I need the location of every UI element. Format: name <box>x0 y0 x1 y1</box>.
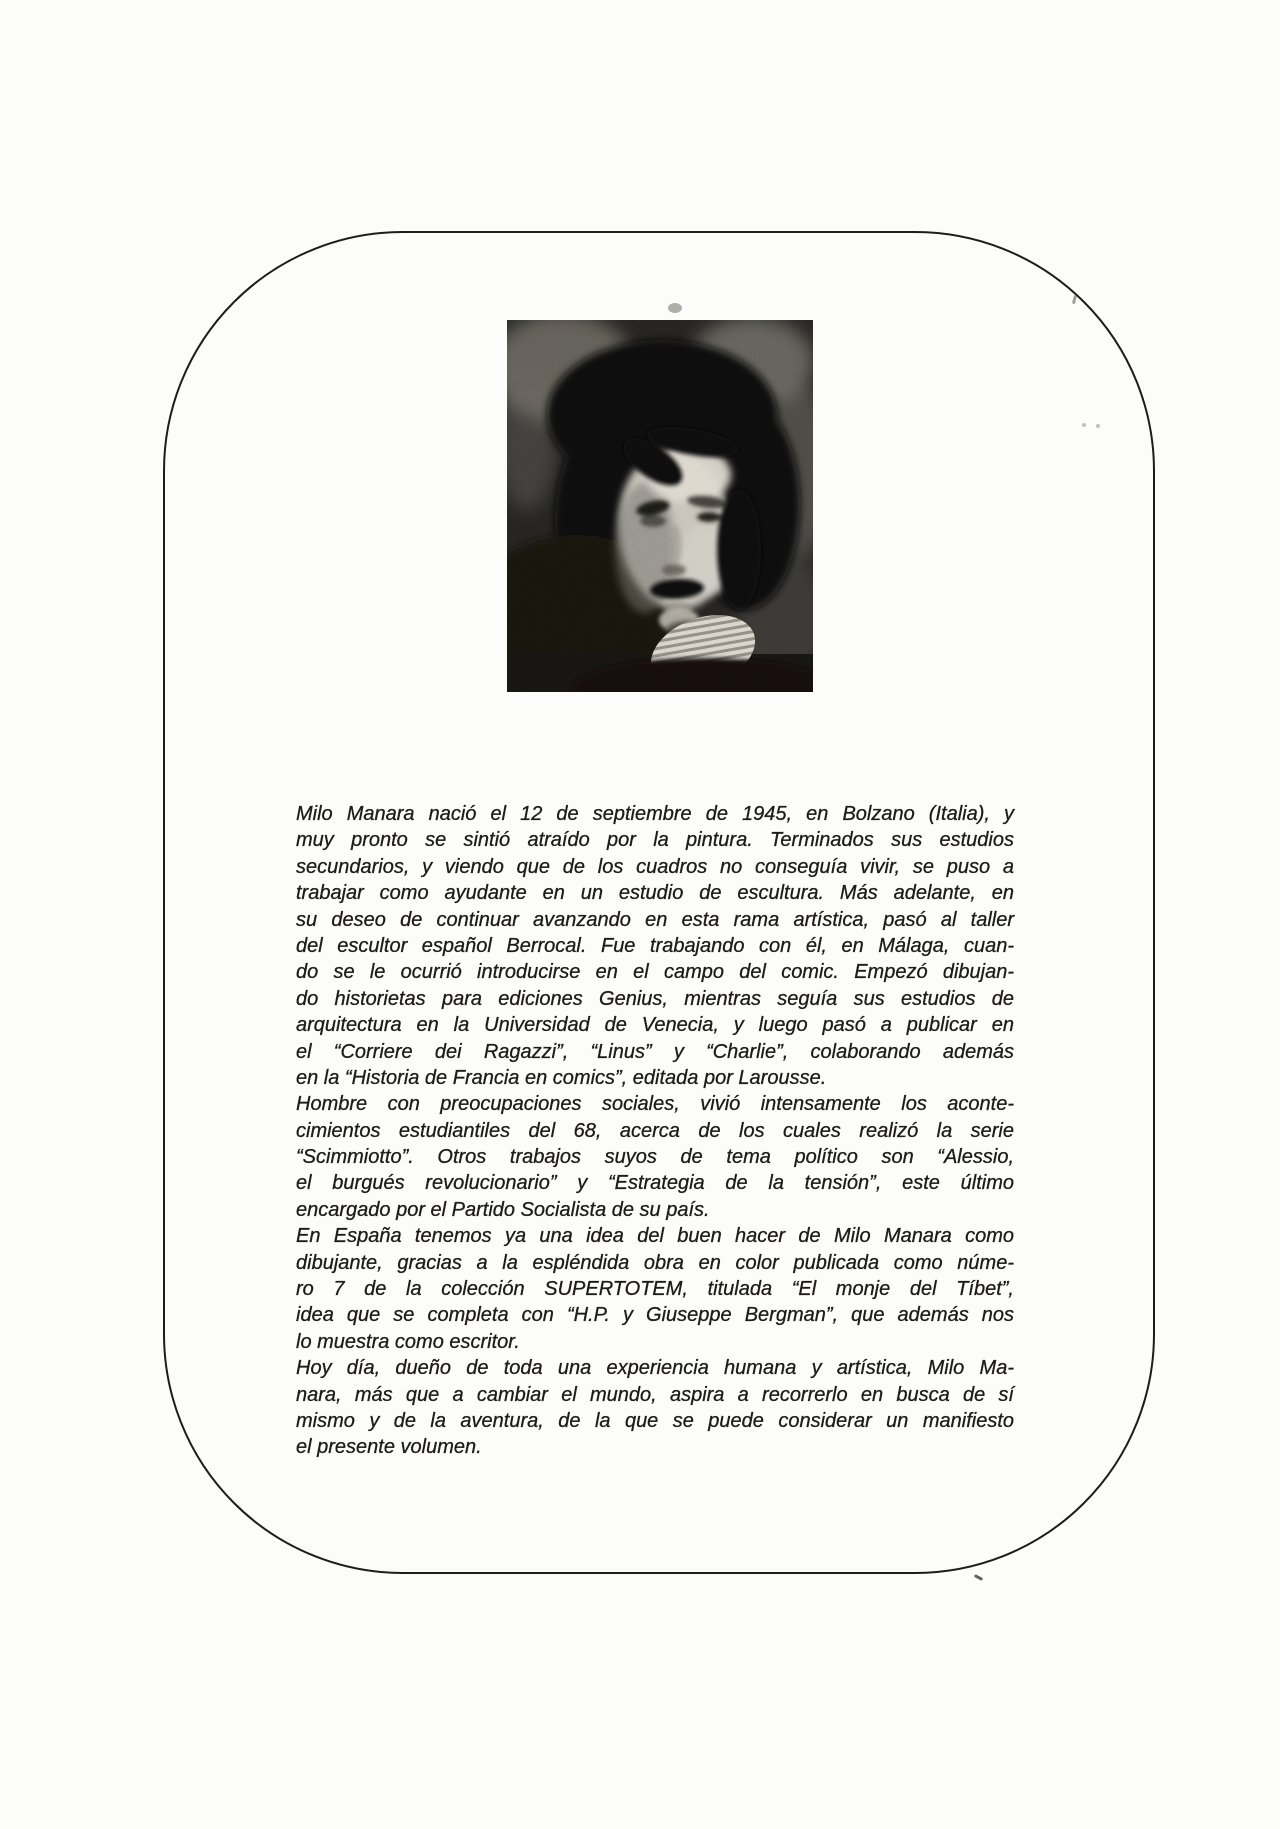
bio-line: del escultor español Berrocal. Fue trabajando con él, en Málaga, cuan- <box>296 934 1014 957</box>
bio-line: arquitectura en la Universidad de Venecia, y luego pasó a publicar en <box>296 1014 1014 1037</box>
bio-line: “Scimmiotto”. Otros trabajos suyos de tema político son “Alessio, <box>296 1146 1014 1169</box>
biography-text-block <box>296 801 1014 1461</box>
scan-speck <box>974 1574 983 1581</box>
bio-line: secundarios, y viendo que de los cuadros no conseguía vivir, se puso a <box>296 855 1014 878</box>
bio-line: Hoy día, dueño de toda una experiencia humana y artística, Milo Ma- <box>296 1357 1014 1380</box>
bio-line: Milo Manara nació el 12 de septiembre de 1945, en Bolzano (Italia), y <box>296 803 1014 825</box>
bio-line: Hombre con preocupaciones sociales, vivió intensamente los aconte- <box>296 1093 1014 1116</box>
bio-line: ro 7 de la colección SUPERTOTEM, titulada “El monje del Tíbet”, <box>296 1278 1014 1301</box>
bio-line: el burgués revolucionario” y “Estrategia de la tensión”, este último <box>296 1172 1014 1195</box>
bio-line: En España tenemos ya una idea del buen hacer de Milo Manara como <box>296 1225 1014 1248</box>
scan-speck <box>668 303 682 313</box>
bio-line: el “Corriere dei Ragazzi”, “Linus” y “Charlie”, colaborando además <box>296 1040 1014 1063</box>
bio-line: dibujante, gracias a la espléndida obra en color publicada como núme- <box>296 1251 1014 1274</box>
bio-line: en la “Historia de Francia en comics”, editada por Larousse. <box>296 1066 827 1089</box>
bio-line: mismo y de la aventura, de la que se puede considerar un manifiesto <box>296 1409 1014 1432</box>
bio-line: lo muestra como escritor. <box>296 1330 520 1353</box>
bio-line: idea que se completa con “H.P. y Giuseppe Bergman”, que además nos <box>296 1304 1014 1327</box>
portrait-photo <box>507 320 813 692</box>
bio-line: cimientos estudiantiles del 68, acerca de los cuales realizó la serie <box>296 1119 1014 1142</box>
bio-line: nara, más que a cambiar el mundo, aspira a recorrerlo en busca de sí <box>296 1383 1014 1406</box>
bio-line: do se le ocurrió introducirse en el campo del comic. Empezó dibujan- <box>296 961 1014 984</box>
bio-line: encargado por el Partido Socialista de su país. <box>296 1198 710 1221</box>
bio-line: el presente volumen. <box>296 1436 482 1459</box>
scan-speck <box>1082 423 1086 427</box>
bio-line: su deseo de continuar avanzando en esta rama artística, pasó al taller <box>296 908 1014 931</box>
bio-line: do historietas para ediciones Genius, mientras seguía sus estudios de <box>296 987 1014 1010</box>
bio-line: trabajar como ayudante en un estudio de escultura. Más adelante, en <box>296 882 1014 905</box>
portrait-illustration <box>507 320 813 692</box>
bio-line: muy pronto se sintió atraído por la pintura. Terminados sus estudios <box>296 829 1014 852</box>
